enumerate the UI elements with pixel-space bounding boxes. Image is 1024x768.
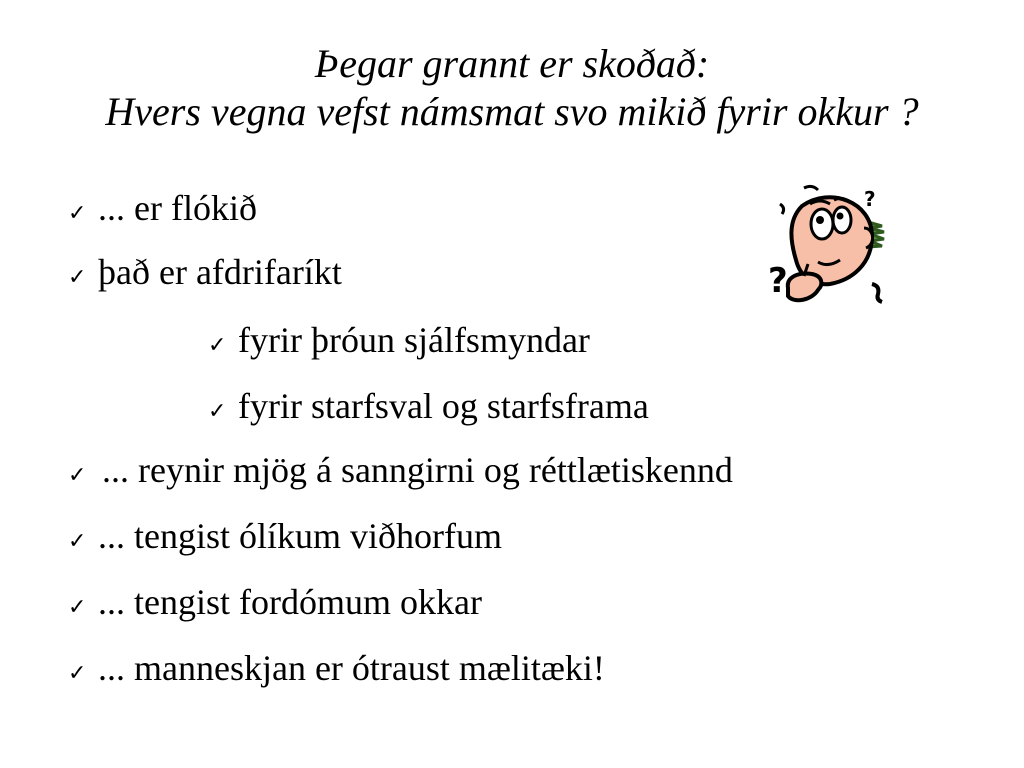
question-mark-icon: ? — [768, 261, 788, 301]
pupil-icon — [816, 216, 824, 224]
checkmark-icon: ✓ — [68, 661, 87, 686]
squiggle-icon — [780, 204, 784, 214]
bullet-item — [68, 580, 482, 630]
bullet-item — [68, 514, 502, 564]
eye-icon — [811, 209, 833, 239]
bullet-text: ... manneskjan er ótraust mælitæki! — [98, 648, 605, 688]
question-mark-icon: ? — [864, 187, 876, 211]
bullet-item — [68, 448, 733, 498]
checkmark-icon: ✓ — [68, 201, 87, 226]
checkmark-icon: ✓ — [68, 265, 87, 290]
bullet-item — [68, 646, 605, 696]
title-line-1: Þegar grannt er skoðað: — [314, 41, 710, 86]
bullet-item — [68, 186, 257, 236]
sub-bullet-item — [208, 384, 649, 434]
eye-icon — [833, 207, 851, 233]
checkmark-icon: ✓ — [68, 463, 87, 488]
title-line-2: Hvers vegna vefst námsmat svo mikið fyrir okkur ? — [105, 89, 919, 134]
head-icon — [791, 197, 872, 284]
hand-icon — [788, 274, 822, 301]
bullet-text: fyrir þróun sjálfsmyndar — [238, 320, 590, 360]
confused-face-icon — [760, 180, 900, 320]
slide-title — [0, 40, 1024, 136]
checkmark-icon: ✓ — [68, 595, 87, 620]
bullet-text: fyrir starfsval og starfsframa — [238, 386, 649, 426]
squiggle-icon — [872, 284, 882, 302]
checkmark-icon: ✓ — [208, 399, 227, 424]
sub-bullet-item — [208, 318, 590, 368]
bullet-text: það er afdrifaríkt — [98, 252, 342, 292]
checkmark-icon: ✓ — [68, 529, 87, 554]
bullet-text: ... tengist ólíkum viðhorfum — [98, 516, 502, 556]
checkmark-icon: ✓ — [208, 333, 227, 358]
bullet-text: ... tengist fordómum okkar — [98, 582, 482, 622]
squiggle-icon — [804, 186, 818, 190]
bullet-item — [68, 250, 342, 300]
pupil-icon — [837, 213, 844, 220]
bullet-text: ... er flókið — [98, 188, 257, 228]
bullet-text: ... reynir mjög á sanngirni og réttlætiskennd — [102, 450, 733, 490]
